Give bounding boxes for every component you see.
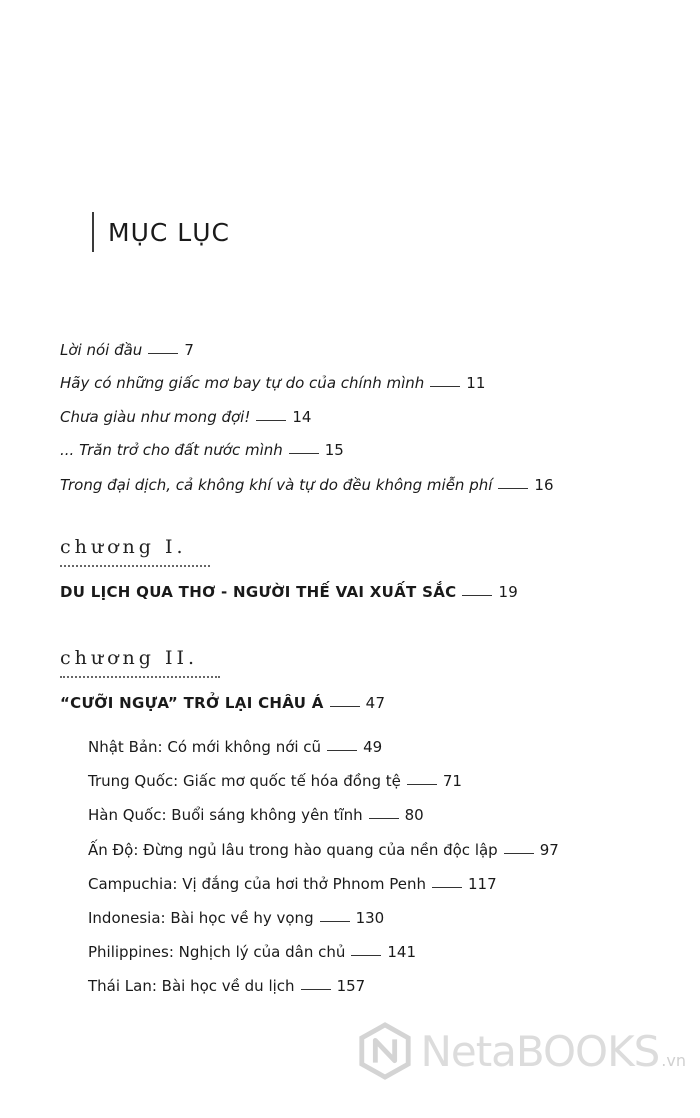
toc-title: MỤC LỤC: [108, 217, 230, 247]
chapter-entry[interactable]: [60, 693, 385, 713]
page-number: 49: [363, 738, 383, 756]
entry-title: Trong đại dịch, cả không khí và tự do đều không miễn phí: [60, 476, 493, 494]
chapter-title: “CƯỠI NGỰA” TRỞ LẠI CHÂU Á: [60, 694, 324, 712]
section-entry[interactable]: [88, 840, 559, 860]
chapter-label: chương II.: [60, 647, 199, 669]
watermark: [356, 1022, 686, 1080]
leader-line: [462, 595, 492, 596]
leader-line: [432, 887, 462, 888]
page-number: 7: [184, 341, 194, 359]
section-title: Hàn Quốc: Buổi sáng không yên tĩnh: [88, 806, 363, 824]
page-number: 97: [539, 841, 559, 859]
toc-heading: [92, 212, 230, 252]
watermark-suffix: .vn: [661, 1050, 686, 1070]
chapter-divider: [60, 565, 210, 567]
leader-line: [369, 818, 399, 819]
entry-title: ... Trăn trở cho đất nước mình: [60, 441, 283, 459]
page-number: 157: [336, 977, 366, 995]
leader-line: [301, 989, 331, 990]
neta-logo-icon: [356, 1022, 414, 1080]
toc-entry[interactable]: [60, 475, 554, 495]
leader-line: [327, 750, 357, 751]
page-number: 117: [467, 875, 497, 893]
page-number: 19: [498, 583, 519, 601]
page-number: 14: [292, 408, 312, 426]
leader-line: [256, 420, 286, 421]
section-entry[interactable]: [88, 771, 462, 791]
chapter-title: DU LỊCH QUA THƠ - NGƯỜI THẾ VAI XUẤT SẮC: [60, 583, 457, 601]
leader-line: [330, 706, 360, 707]
section-title: Indonesia: Bài học về hy vọng: [88, 909, 314, 927]
page-number: 16: [534, 476, 554, 494]
page-number: 80: [404, 806, 424, 824]
page-number: 71: [442, 772, 462, 790]
entry-title: Lời nói đầu: [60, 341, 143, 359]
page-number: 130: [355, 909, 385, 927]
section-title: Nhật Bản: Có mới không nới cũ: [88, 738, 322, 756]
toc-entry[interactable]: [60, 440, 344, 460]
chapter-label: chương I.: [60, 536, 187, 558]
entry-title: Hãy có những giấc mơ bay tự do của chính mình: [60, 374, 425, 392]
section-entry[interactable]: [88, 874, 497, 894]
section-entry[interactable]: [88, 908, 384, 928]
section-title: Campuchia: Vị đắng của hơi thở Phnom Penh: [88, 875, 426, 893]
heading-bar: [92, 212, 94, 252]
toc-entry[interactable]: [60, 373, 485, 393]
watermark-brand: NetaBOOKS: [420, 1026, 660, 1076]
section-entry[interactable]: [88, 976, 365, 996]
page-number: 15: [324, 441, 344, 459]
chapter-divider: [60, 676, 220, 678]
section-title: Thái Lan: Bài học về du lịch: [88, 977, 295, 995]
toc-entry[interactable]: [60, 340, 194, 360]
leader-line: [320, 921, 350, 922]
page-number: 141: [387, 943, 416, 961]
leader-line: [504, 853, 534, 854]
chapter-entry[interactable]: [60, 582, 518, 602]
page-number: 11: [466, 374, 486, 392]
section-title: Philippines: Nghịch lý của dân chủ: [88, 943, 346, 961]
entry-title: Chưa giàu như mong đợi!: [60, 408, 251, 426]
toc-entry[interactable]: [60, 407, 311, 427]
section-title: Trung Quốc: Giấc mơ quốc tế hóa đồng tệ: [88, 772, 401, 790]
section-entry[interactable]: [88, 942, 416, 962]
leader-line: [148, 353, 178, 354]
section-entry[interactable]: [88, 805, 424, 825]
section-entry[interactable]: [88, 737, 382, 757]
leader-line: [289, 453, 319, 454]
page-number: 47: [365, 694, 386, 712]
leader-line: [407, 784, 437, 785]
section-title: Ấn Độ: Đừng ngủ lâu trong hào quang của nền độc lập: [88, 841, 498, 859]
leader-line: [498, 488, 528, 489]
leader-line: [430, 386, 460, 387]
leader-line: [351, 955, 381, 956]
